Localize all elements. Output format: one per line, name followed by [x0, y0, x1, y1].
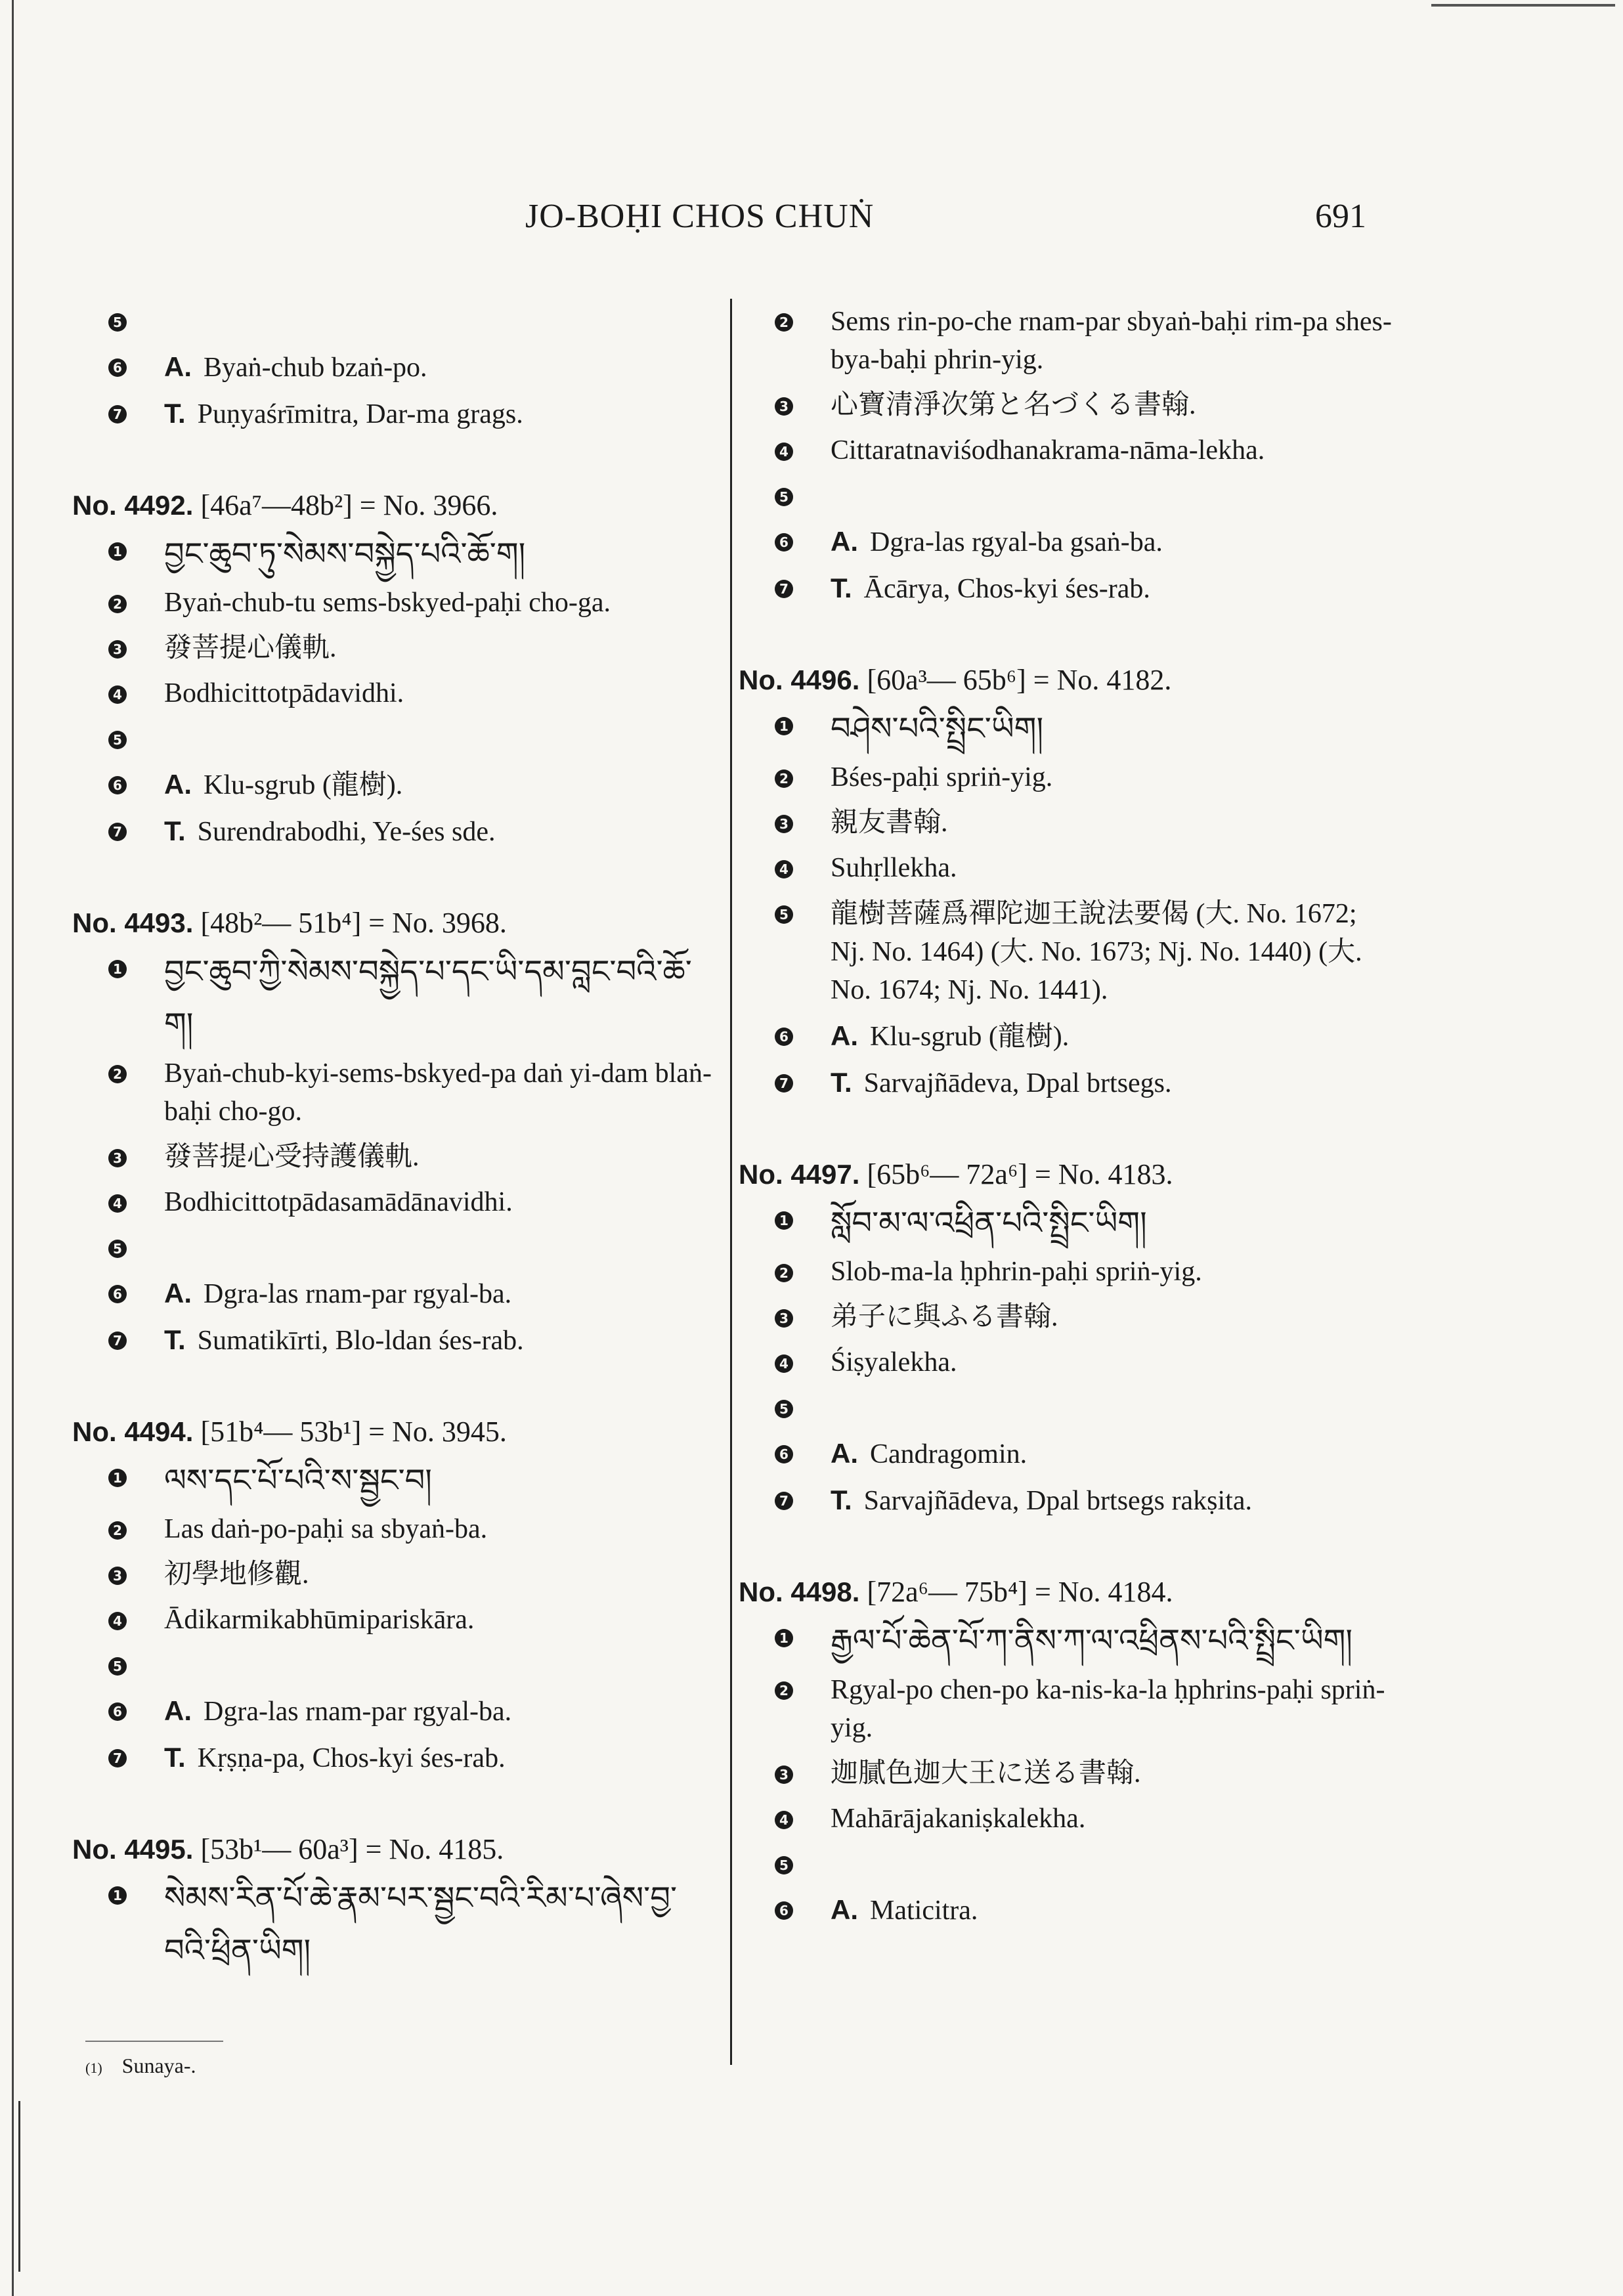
field-text: Ādikarmikabhūmipariskāra.: [164, 1605, 475, 1635]
field-marker-icon: 7: [108, 1332, 127, 1350]
entry-field: [72, 1225, 719, 1270]
entry-field: [739, 800, 1395, 846]
field-text: Maticitra.: [870, 1895, 978, 1926]
entry-field: [72, 1317, 719, 1364]
folio-reference: [60a³— 65b⁶] = No. 4182.: [867, 664, 1172, 696]
entry-label: No. 4493.: [72, 907, 194, 938]
field-marker-icon: 1: [108, 960, 127, 978]
field-marker-icon: 1: [108, 1886, 127, 1905]
entry-number: [739, 1570, 1395, 1614]
entry-field: [72, 391, 719, 437]
field-text: 發菩提心受持護儀軌.: [164, 1142, 420, 1172]
entry-label: No. 4496.: [739, 664, 860, 695]
field-marker-icon: 5: [775, 488, 793, 506]
field-text: Bodhicittotpādasamādānavidhi.: [164, 1187, 513, 1217]
role-label: A.: [164, 1278, 192, 1309]
entry-field: [72, 1135, 719, 1180]
catalog-entry: [72, 483, 719, 855]
field-marker-icon: 7: [775, 580, 793, 598]
page-edge-line: [12, 0, 14, 2296]
entry-field: [739, 428, 1395, 473]
entry-field: [72, 344, 719, 391]
role-label: T.: [831, 573, 852, 603]
field-text: Byaṅ-chub-tu sems-bskyed-paḥi cho-ga.: [164, 588, 611, 618]
entry-field: [739, 891, 1395, 1013]
folio-reference: [48b²— 51b⁴] = No. 3968.: [200, 907, 507, 939]
entry-field: [72, 1180, 719, 1225]
field-marker-icon: 7: [775, 1074, 793, 1093]
field-marker-icon: 7: [108, 1749, 127, 1767]
field-marker-icon: 6: [775, 1445, 793, 1463]
right-column: [739, 299, 1395, 1980]
field-text: Sarvajñādeva, Dpal brtsegs.: [863, 1068, 1172, 1098]
field-text: བཤེས་པའི་སྤྲིང་ཡིག།: [831, 710, 1044, 747]
entry-number: [739, 1152, 1395, 1197]
entry-field: [739, 1887, 1395, 1934]
role-label: A.: [164, 351, 192, 382]
entry-field: [72, 762, 719, 808]
entry-field: [72, 1643, 719, 1688]
catalog-entry: [739, 1152, 1395, 1524]
field-text: 親友書翰.: [831, 808, 948, 838]
tibetan-title: [72, 1872, 719, 1977]
role-label: A.: [831, 526, 858, 557]
entry-field: [739, 1431, 1395, 1477]
catalog-entry: [72, 901, 719, 1364]
field-marker-icon: 4: [108, 685, 127, 704]
entry-number: [72, 1410, 719, 1454]
entry-field: [739, 846, 1395, 891]
field-marker-icon: 6: [108, 1285, 127, 1303]
entry-field: [72, 808, 719, 855]
role-label: T.: [164, 1324, 186, 1355]
field-text: Byaṅ-chub-kyi-sems-bskyed-pa daṅ yi-dam blaṅ-baḥi cho-go.: [164, 1058, 712, 1127]
entry-field: [739, 1295, 1395, 1340]
entry-label: No. 4498.: [739, 1576, 860, 1607]
field-text: Dgra-las rnam-par rgyal-ba.: [204, 1279, 512, 1309]
tibetan-title: [739, 1197, 1395, 1249]
role-label: A.: [831, 1020, 858, 1051]
role-label: A.: [164, 1695, 192, 1726]
role-label: T.: [831, 1067, 852, 1098]
catalog-entry: [739, 1570, 1395, 1934]
field-marker-icon: 2: [108, 1065, 127, 1083]
field-marker-icon: 5: [108, 1240, 127, 1258]
field-marker-icon: 6: [108, 776, 127, 794]
field-marker-icon: 3: [108, 1567, 127, 1585]
role-label: T.: [164, 815, 186, 846]
entry-field: [739, 519, 1395, 565]
entry-field: [739, 1385, 1395, 1431]
field-text: རྒྱལ་པོ་ཆེན་པོ་ཀ་ནིས་ཀ་ལ་འཕྲིནས་པའི་སྤྲིང་ཡིག།: [831, 1622, 1353, 1659]
entry-field: [72, 1735, 719, 1781]
field-marker-icon: 4: [775, 1811, 793, 1829]
field-marker-icon: 2: [108, 595, 127, 613]
entry-field: [739, 1796, 1395, 1842]
tibetan-title: [72, 528, 719, 580]
entry-field: [72, 1507, 719, 1552]
tibetan-title: [72, 1454, 719, 1507]
entry-field: [72, 580, 719, 626]
page-number: 691: [1315, 198, 1366, 235]
field-marker-icon: 5: [108, 731, 127, 749]
field-marker-icon: 6: [775, 533, 793, 552]
field-marker-icon: 6: [775, 1901, 793, 1920]
field-marker-icon: 3: [775, 1765, 793, 1784]
entry-field: [72, 1552, 719, 1597]
field-text: Sumatikīrti, Blo-ldan śes-rab.: [197, 1326, 524, 1356]
field-text: སེམས་རིན་པོ་ཆེ་རྣམ་པར་སྦྱང་བའི་རིམ་པ་ཞེས་བྱ་བའི་ཕྲིན་ཡིག།: [164, 1880, 678, 1969]
entry-field: [739, 1340, 1395, 1385]
field-text: Dgra-las rnam-par rgyal-ba.: [204, 1697, 512, 1727]
entry-field: [72, 716, 719, 762]
field-text: 弟子に與ふる書翰.: [831, 1302, 1058, 1332]
footnote-text: Sunaya-.: [121, 2054, 196, 2077]
field-text: སློབ་མ་ལ་འཕྲིན་པའི་སྤྲིང་ཡིག།: [831, 1205, 1147, 1242]
field-marker-icon: 4: [775, 1354, 793, 1373]
field-text: Slob-ma-la ḥphrin-paḥi spriṅ-yig.: [831, 1257, 1202, 1287]
field-text: Byaṅ-chub bzaṅ-po.: [204, 353, 427, 383]
left-column: [72, 299, 719, 2023]
entry-field: [739, 1477, 1395, 1524]
entry-field: [739, 1060, 1395, 1106]
entry-number: [739, 658, 1395, 703]
role-label: A.: [831, 1438, 858, 1469]
field-text: བྱང་ཆུབ་ཀྱི་སེམས་བསྐྱེད་པ་དང་ཡི་དམ་བླང་བའི་ཆོ་ག།: [164, 953, 692, 1043]
folio-reference: [65b⁶— 72a⁶] = No. 4183.: [867, 1158, 1173, 1190]
field-marker-icon: 5: [775, 1400, 793, 1418]
field-marker-icon: 7: [775, 1492, 793, 1510]
field-marker-icon: 2: [775, 1264, 793, 1282]
tibetan-title: [72, 945, 719, 1051]
field-marker-icon: 1: [775, 1211, 793, 1230]
field-marker-icon: 5: [775, 1856, 793, 1874]
field-text: Klu-sgrub (龍樹).: [204, 770, 403, 800]
entry-field: [72, 1051, 719, 1135]
folio-reference: [46a⁷—48b²] = No. 3966.: [200, 489, 498, 521]
entry-field: [739, 383, 1395, 428]
field-marker-icon: 5: [108, 1657, 127, 1676]
entry-field: [739, 755, 1395, 800]
entry-field: [72, 671, 719, 716]
field-marker-icon: 1: [108, 1469, 127, 1487]
field-marker-icon: 2: [775, 769, 793, 788]
field-marker-icon: 6: [108, 358, 127, 377]
field-text: Sarvajñādeva, Dpal brtsegs rakṣita.: [863, 1486, 1252, 1516]
folio-reference: [72a⁶— 75b⁴] = No. 4184.: [867, 1576, 1173, 1608]
field-marker-icon: 5: [775, 905, 793, 924]
catalog-entry: [72, 1827, 719, 1977]
entry-field: [72, 626, 719, 671]
folio-reference: [53b¹— 60a³] = No. 4185.: [200, 1833, 504, 1865]
field-text: Suhṛllekha.: [831, 853, 957, 883]
entry-number: [72, 901, 719, 945]
footnote: [85, 2054, 196, 2078]
field-marker-icon: 3: [108, 640, 127, 659]
catalog-entry: [739, 299, 1395, 612]
entry-field: [739, 565, 1395, 612]
field-marker-icon: 1: [775, 1629, 793, 1647]
entry-label: No. 4492.: [72, 490, 194, 521]
field-text: Las daṅ-po-paḥi sa sbyaṅ-ba.: [164, 1514, 488, 1544]
footnote-mark: (1): [85, 2060, 102, 2076]
field-text: Ācārya, Chos-kyi śes-rab.: [863, 574, 1150, 604]
field-marker-icon: 4: [108, 1194, 127, 1213]
field-text: 初學地修觀.: [164, 1559, 309, 1590]
role-label: T.: [831, 1484, 852, 1515]
field-marker-icon: 4: [775, 443, 793, 461]
tibetan-title: [739, 703, 1395, 755]
entry-field: [72, 1688, 719, 1735]
entry-number: [72, 483, 719, 528]
field-text: Kṛṣṇa-pa, Chos-kyi śes-rab.: [197, 1743, 506, 1773]
field-text: Rgyal-po chen-po ka-nis-ka-la ḥphrins-paḥi spriṅ-yig.: [831, 1675, 1385, 1743]
catalog-entry: [739, 658, 1395, 1106]
field-text: Sems rin-po-che rnam-par sbyaṅ-baḥi rim-pa shes-bya-baḥi phrin-yig.: [831, 307, 1392, 375]
entry-field: [72, 1270, 719, 1317]
entry-field: [739, 299, 1395, 383]
entry-number: [72, 1827, 719, 1872]
field-marker-icon: 4: [108, 1612, 127, 1630]
field-marker-icon: 6: [775, 1028, 793, 1046]
entry-field: [739, 1249, 1395, 1295]
entry-field: [739, 1013, 1395, 1060]
field-text: Bodhicittotpādavidhi.: [164, 678, 404, 708]
role-label: T.: [164, 398, 186, 429]
role-label: T.: [164, 1742, 186, 1773]
field-text: ལས་དང་པོ་པའི་ས་སྦྱང་བ།: [164, 1462, 432, 1499]
folio-reference: [51b⁴— 53b¹] = No. 3945.: [200, 1416, 507, 1448]
field-text: 心寶清淨次第と名づくる書翰.: [831, 390, 1196, 420]
field-marker-icon: 5: [108, 313, 127, 332]
entry-field: [72, 299, 719, 344]
footnote-rule: [85, 2041, 223, 2042]
tibetan-title: [739, 1614, 1395, 1667]
role-label: A.: [164, 769, 192, 800]
catalog-entry: [72, 1410, 719, 1781]
field-text: Puṇyaśrīmitra, Dar-ma grags.: [197, 399, 523, 429]
field-text: Śiṣyalekha.: [831, 1347, 957, 1377]
field-text: Candragomin.: [870, 1439, 1028, 1469]
field-text: Mahārājakaniṣkalekha.: [831, 1804, 1086, 1834]
entry-label: No. 4495.: [72, 1834, 194, 1865]
entry-field: [739, 1751, 1395, 1796]
field-marker-icon: 7: [108, 405, 127, 423]
top-edge-mark: [1431, 4, 1615, 7]
catalog-entry: [72, 299, 719, 437]
role-label: A.: [831, 1894, 858, 1925]
field-marker-icon: 3: [108, 1149, 127, 1167]
field-marker-icon: 4: [775, 860, 793, 878]
entry-field: [739, 473, 1395, 519]
field-marker-icon: 2: [108, 1521, 127, 1540]
field-text: 龍樹菩薩爲禪陀迦王說法要偈 (大. No. 1672; Nj. No. 1464) (大. No. 1673; Nj. No. 1440) (大. No. 1674; Nj. No. 1441).: [831, 899, 1362, 1005]
field-marker-icon: 3: [775, 815, 793, 833]
field-marker-icon: 2: [775, 313, 793, 332]
field-text: 發菩提心儀軌.: [164, 633, 337, 663]
entry-field: [739, 1842, 1395, 1887]
field-marker-icon: 1: [775, 717, 793, 735]
field-marker-icon: 3: [775, 397, 793, 416]
column-divider: [730, 299, 732, 2065]
field-text: 迦膩色迦大王に送る書翰.: [831, 1758, 1141, 1788]
entry-field: [739, 1667, 1395, 1751]
field-text: Bśes-paḥi spriṅ-yig.: [831, 762, 1053, 792]
field-marker-icon: 7: [108, 823, 127, 841]
field-text: Dgra-las rgyal-ba gsaṅ-ba.: [870, 527, 1163, 557]
entry-label: No. 4494.: [72, 1416, 194, 1447]
entry-label: No. 4497.: [739, 1159, 860, 1190]
field-marker-icon: 3: [775, 1309, 793, 1328]
field-text: བྱང་ཆུབ་ཏུ་སེམས་བསྐྱེད་པའི་ཆོ་ག།: [164, 536, 526, 573]
field-marker-icon: 2: [775, 1681, 793, 1700]
field-marker-icon: 1: [108, 542, 127, 561]
page-edge-mark: [18, 2101, 20, 2272]
field-text: Cittaratnaviśodhanakrama-nāma-lekha.: [831, 435, 1265, 466]
field-text: Klu-sgrub (龍樹).: [870, 1022, 1070, 1052]
running-header: JO-BOḤI CHOS CHUṄ: [525, 198, 875, 235]
field-text: Surendrabodhi, Ye-śes sde.: [197, 817, 496, 847]
field-marker-icon: 6: [108, 1702, 127, 1721]
entry-field: [72, 1597, 719, 1643]
